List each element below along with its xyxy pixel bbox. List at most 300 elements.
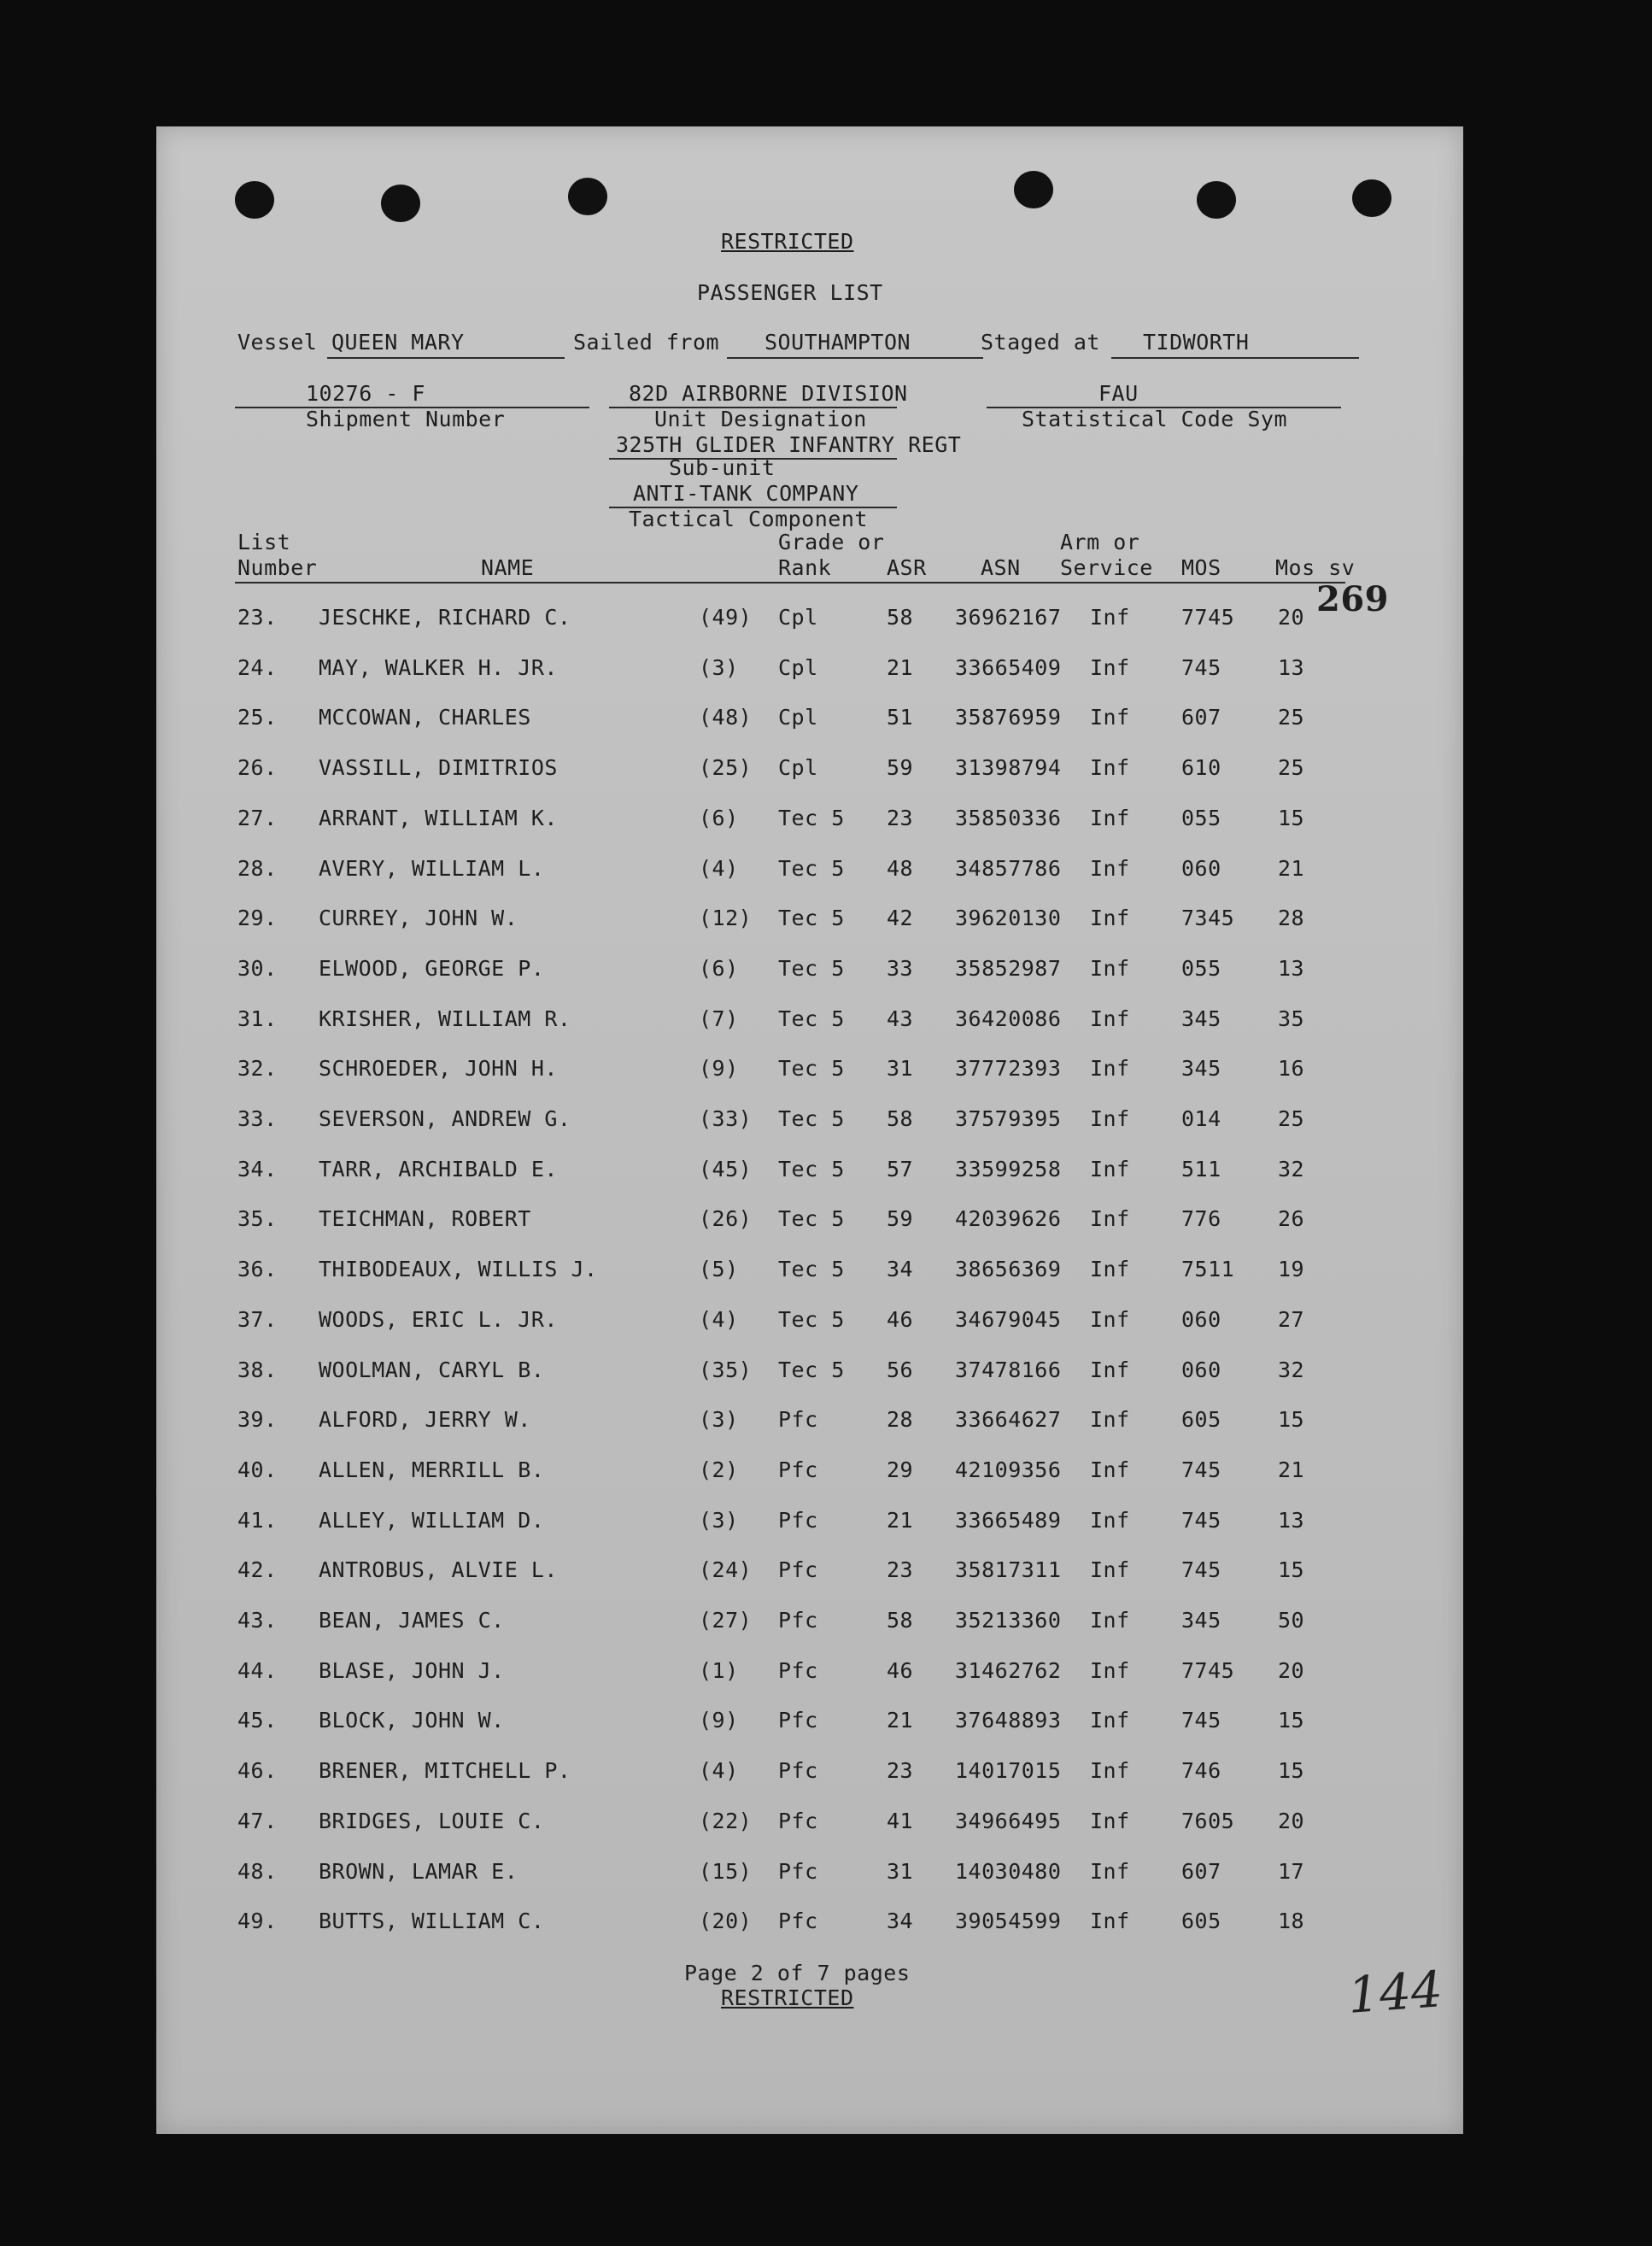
departure-code: (48) bbox=[699, 705, 753, 730]
sailed-from-value: SOUTHAMPTON bbox=[764, 330, 911, 355]
table-row bbox=[156, 1658, 1463, 1692]
row-number: 40. bbox=[237, 1457, 278, 1482]
table-row bbox=[156, 1106, 1463, 1141]
rank: Tec 5 bbox=[778, 1156, 845, 1182]
mos-code: 745 bbox=[1181, 654, 1221, 680]
departure-code: (6) bbox=[699, 805, 739, 830]
departure-code: (3) bbox=[699, 1407, 739, 1433]
asr-score: 46 bbox=[887, 1306, 914, 1332]
passenger-name: SCHROEDER, JOHN H. bbox=[319, 1056, 558, 1082]
passenger-name: TEICHMAN, ROBERT bbox=[319, 1206, 531, 1232]
mos-code: 055 bbox=[1181, 805, 1221, 830]
rank: Tec 5 bbox=[778, 805, 845, 830]
departure-code: (4) bbox=[699, 1306, 739, 1332]
rank: Pfc bbox=[778, 1557, 818, 1583]
row-number: 49. bbox=[237, 1909, 278, 1934]
table-row bbox=[156, 755, 1463, 789]
months-service: 15 bbox=[1278, 1708, 1305, 1733]
punch-hole bbox=[1014, 171, 1053, 208]
arm-service: Inf bbox=[1090, 1006, 1130, 1031]
months-service: 19 bbox=[1278, 1257, 1305, 1282]
asr-score: 21 bbox=[887, 1507, 914, 1533]
row-number: 44. bbox=[237, 1657, 278, 1683]
months-service: 27 bbox=[1278, 1306, 1305, 1332]
row-number: 45. bbox=[237, 1708, 278, 1733]
departure-code: (33) bbox=[699, 1106, 753, 1131]
rank: Pfc bbox=[778, 1507, 818, 1533]
mos-code: 060 bbox=[1181, 855, 1221, 881]
months-service: 25 bbox=[1278, 1106, 1305, 1131]
passenger-name: BUTTS, WILLIAM C. bbox=[319, 1909, 545, 1934]
months-service: 13 bbox=[1278, 1507, 1305, 1533]
arm-service: Inf bbox=[1090, 1758, 1130, 1784]
asr-score: 59 bbox=[887, 755, 914, 781]
row-number: 31. bbox=[237, 1006, 278, 1031]
table-row bbox=[156, 1206, 1463, 1240]
arm-service: Inf bbox=[1090, 906, 1130, 931]
mos-code: 746 bbox=[1181, 1758, 1221, 1784]
serial-number: 33599258 bbox=[955, 1156, 1062, 1182]
table-row bbox=[156, 1859, 1463, 1893]
asr-score: 23 bbox=[887, 1758, 914, 1784]
table-row bbox=[156, 956, 1463, 990]
departure-code: (24) bbox=[699, 1557, 753, 1583]
row-number: 29. bbox=[237, 906, 278, 931]
mos-code: 060 bbox=[1181, 1357, 1221, 1382]
departure-code: (4) bbox=[699, 855, 739, 881]
arm-service: Inf bbox=[1090, 1156, 1130, 1182]
shipment-number: 10276 - F bbox=[306, 381, 425, 406]
months-service: 15 bbox=[1278, 1557, 1305, 1583]
table-row bbox=[156, 705, 1463, 739]
rank: Tec 5 bbox=[778, 1206, 845, 1232]
punch-hole bbox=[568, 178, 607, 215]
asr-score: 57 bbox=[887, 1156, 914, 1182]
table-row bbox=[156, 1457, 1463, 1492]
handwritten-number: 144 bbox=[1345, 1960, 1444, 2025]
asr-score: 43 bbox=[887, 1006, 914, 1031]
departure-code: (45) bbox=[699, 1156, 753, 1182]
months-service: 28 bbox=[1278, 906, 1305, 931]
rank: Cpl bbox=[778, 755, 818, 781]
months-service: 32 bbox=[1278, 1156, 1305, 1182]
table-row bbox=[156, 1056, 1463, 1090]
rank: Pfc bbox=[778, 1808, 818, 1833]
punch-hole bbox=[1197, 181, 1236, 219]
passenger-name: VASSILL, DIMITRIOS bbox=[319, 755, 558, 781]
departure-code: (27) bbox=[699, 1608, 753, 1633]
rank: Cpl bbox=[778, 705, 818, 730]
serial-number: 33664627 bbox=[955, 1407, 1062, 1433]
table-row bbox=[156, 1809, 1463, 1843]
row-number: 46. bbox=[237, 1758, 278, 1784]
arm-service: Inf bbox=[1090, 1808, 1130, 1833]
serial-number: 33665409 bbox=[955, 654, 1062, 680]
rank: Pfc bbox=[778, 1657, 818, 1683]
rank: Pfc bbox=[778, 1457, 818, 1482]
serial-number: 42039626 bbox=[955, 1206, 1062, 1232]
stamped-page-number: 269 bbox=[1316, 579, 1389, 619]
departure-code: (2) bbox=[699, 1457, 739, 1482]
table-row bbox=[156, 1407, 1463, 1441]
arm-service: Inf bbox=[1090, 755, 1130, 781]
asr-score: 58 bbox=[887, 1608, 914, 1633]
passenger-name: SEVERSON, ANDREW G. bbox=[319, 1106, 571, 1131]
sailed-from-label: Sailed from bbox=[573, 330, 720, 355]
passenger-name: BLOCK, JOHN W. bbox=[319, 1708, 505, 1733]
months-service: 18 bbox=[1278, 1909, 1305, 1934]
row-number: 28. bbox=[237, 855, 278, 881]
serial-number: 31398794 bbox=[955, 755, 1062, 781]
serial-number: 42109356 bbox=[955, 1457, 1062, 1482]
column-header-asn: ASN bbox=[981, 555, 1021, 580]
serial-number: 35876959 bbox=[955, 705, 1062, 730]
statistical-code-value: FAU bbox=[1098, 381, 1139, 406]
departure-code: (3) bbox=[699, 1507, 739, 1533]
arm-service: Inf bbox=[1090, 1557, 1130, 1583]
departure-code: (9) bbox=[699, 1056, 739, 1082]
mos-code: 745 bbox=[1181, 1557, 1221, 1583]
arm-service: Inf bbox=[1090, 1858, 1130, 1884]
serial-number: 31462762 bbox=[955, 1657, 1062, 1683]
asr-score: 33 bbox=[887, 955, 914, 981]
passenger-name: AVERY, WILLIAM L. bbox=[319, 855, 545, 881]
row-number: 32. bbox=[237, 1056, 278, 1082]
mos-code: 607 bbox=[1181, 1858, 1221, 1884]
table-row bbox=[156, 655, 1463, 689]
asr-score: 56 bbox=[887, 1357, 914, 1382]
months-service: 15 bbox=[1278, 1407, 1305, 1433]
restricted-bottom-label: RESTRICTED bbox=[721, 1985, 854, 2010]
passenger-name: TARR, ARCHIBALD E. bbox=[319, 1156, 558, 1182]
row-number: 48. bbox=[237, 1858, 278, 1884]
serial-number: 35850336 bbox=[955, 805, 1062, 830]
serial-number: 35817311 bbox=[955, 1557, 1062, 1583]
passenger-name: BEAN, JAMES C. bbox=[319, 1608, 505, 1633]
column-header-name: NAME bbox=[481, 555, 535, 580]
asr-score: 29 bbox=[887, 1457, 914, 1482]
row-number: 43. bbox=[237, 1608, 278, 1633]
table-row bbox=[156, 1157, 1463, 1191]
departure-code: (20) bbox=[699, 1909, 753, 1934]
serial-number: 37772393 bbox=[955, 1056, 1062, 1082]
months-service: 20 bbox=[1278, 1657, 1305, 1683]
table-row bbox=[156, 906, 1463, 940]
mos-code: 511 bbox=[1181, 1156, 1221, 1182]
departure-code: (4) bbox=[699, 1758, 739, 1784]
table-row bbox=[156, 605, 1463, 639]
tactical-component-label: Tactical Component bbox=[629, 507, 868, 531]
departure-code: (1) bbox=[699, 1657, 739, 1683]
column-header-list-1: List bbox=[237, 530, 291, 554]
mos-code: 607 bbox=[1181, 705, 1221, 730]
serial-number: 34679045 bbox=[955, 1306, 1062, 1332]
asr-score: 31 bbox=[887, 1056, 914, 1082]
restricted-top-label: RESTRICTED bbox=[721, 229, 854, 254]
rank: Tec 5 bbox=[778, 955, 845, 981]
mos-code: 605 bbox=[1181, 1909, 1221, 1934]
row-number: 27. bbox=[237, 805, 278, 830]
table-row bbox=[156, 1508, 1463, 1542]
mos-code: 7345 bbox=[1181, 906, 1235, 931]
months-service: 25 bbox=[1278, 755, 1305, 781]
asr-score: 28 bbox=[887, 1407, 914, 1433]
table-row bbox=[156, 1006, 1463, 1041]
months-service: 26 bbox=[1278, 1206, 1305, 1232]
mos-code: 7511 bbox=[1181, 1257, 1235, 1282]
column-header-mos-sv: Mos sv bbox=[1275, 555, 1356, 580]
mos-code: 610 bbox=[1181, 755, 1221, 781]
mos-code: 7745 bbox=[1181, 1657, 1235, 1683]
passenger-name: ALLEN, MERRILL B. bbox=[319, 1457, 545, 1482]
passenger-name: ELWOOD, GEORGE P. bbox=[319, 955, 545, 981]
rank: Tec 5 bbox=[778, 1056, 845, 1082]
departure-code: (5) bbox=[699, 1257, 739, 1282]
months-service: 13 bbox=[1278, 955, 1305, 981]
arm-service: Inf bbox=[1090, 1206, 1130, 1232]
passenger-name: JESCHKE, RICHARD C. bbox=[319, 605, 571, 630]
passenger-name: MCCOWAN, CHARLES bbox=[319, 705, 531, 730]
asr-score: 46 bbox=[887, 1657, 914, 1683]
mos-code: 776 bbox=[1181, 1206, 1221, 1232]
arm-service: Inf bbox=[1090, 1407, 1130, 1433]
asr-score: 58 bbox=[887, 605, 914, 630]
page-indicator: Page 2 of 7 pages bbox=[684, 1961, 911, 1985]
mos-code: 745 bbox=[1181, 1507, 1221, 1533]
months-service: 17 bbox=[1278, 1858, 1305, 1884]
months-service: 25 bbox=[1278, 705, 1305, 730]
serial-number: 39620130 bbox=[955, 906, 1062, 931]
passenger-name: BRENER, MITCHELL P. bbox=[319, 1758, 571, 1784]
passenger-name: MAY, WALKER H. JR. bbox=[319, 654, 558, 680]
serial-number: 37579395 bbox=[955, 1106, 1062, 1131]
asr-score: 34 bbox=[887, 1257, 914, 1282]
punch-hole bbox=[235, 181, 274, 219]
staged-at-value: TIDWORTH bbox=[1143, 330, 1250, 355]
months-service: 13 bbox=[1278, 654, 1305, 680]
passenger-name: BRIDGES, LOUIE C. bbox=[319, 1808, 545, 1833]
unit-designation-label: Unit Designation bbox=[654, 407, 867, 431]
subunit-value: 325TH GLIDER INFANTRY REGT bbox=[616, 432, 962, 457]
departure-code: (26) bbox=[699, 1206, 753, 1232]
rank: Pfc bbox=[778, 1608, 818, 1633]
serial-number: 36420086 bbox=[955, 1006, 1062, 1031]
departure-code: (9) bbox=[699, 1708, 739, 1733]
table-row bbox=[156, 1358, 1463, 1392]
months-service: 21 bbox=[1278, 855, 1305, 881]
serial-number: 35852987 bbox=[955, 955, 1062, 981]
row-number: 42. bbox=[237, 1557, 278, 1583]
row-number: 30. bbox=[237, 955, 278, 981]
shipment-number-label: Shipment Number bbox=[306, 407, 506, 431]
arm-service: Inf bbox=[1090, 1608, 1130, 1633]
serial-number: 35213360 bbox=[955, 1608, 1062, 1633]
arm-service: Inf bbox=[1090, 855, 1130, 881]
departure-code: (15) bbox=[699, 1858, 753, 1884]
arm-service: Inf bbox=[1090, 605, 1130, 630]
table-row bbox=[156, 1307, 1463, 1341]
arm-service: Inf bbox=[1090, 1909, 1130, 1934]
mos-code: 745 bbox=[1181, 1708, 1221, 1733]
months-service: 20 bbox=[1278, 1808, 1305, 1833]
serial-number: 37478166 bbox=[955, 1357, 1062, 1382]
row-number: 24. bbox=[237, 654, 278, 680]
row-number: 41. bbox=[237, 1507, 278, 1533]
passenger-name: CURREY, JOHN W. bbox=[319, 906, 518, 931]
serial-number: 34966495 bbox=[955, 1808, 1062, 1833]
arm-service: Inf bbox=[1090, 805, 1130, 830]
sailed-from-underline bbox=[727, 357, 983, 359]
passenger-name: WOODS, ERIC L. JR. bbox=[319, 1306, 558, 1332]
punch-hole bbox=[1352, 179, 1391, 217]
asr-score: 59 bbox=[887, 1206, 914, 1232]
serial-number: 14030480 bbox=[955, 1858, 1062, 1884]
vessel-value: QUEEN MARY bbox=[331, 330, 465, 355]
document-title: PASSENGER LIST bbox=[697, 280, 883, 305]
column-header-grade-2: Rank bbox=[778, 555, 832, 580]
departure-code: (35) bbox=[699, 1357, 753, 1382]
arm-service: Inf bbox=[1090, 705, 1130, 730]
table-row bbox=[156, 1257, 1463, 1291]
table-row bbox=[156, 1758, 1463, 1792]
row-number: 47. bbox=[237, 1808, 278, 1833]
asr-score: 42 bbox=[887, 906, 914, 931]
row-number: 35. bbox=[237, 1206, 278, 1232]
rank: Tec 5 bbox=[778, 906, 845, 931]
asr-score: 23 bbox=[887, 805, 914, 830]
arm-service: Inf bbox=[1090, 1106, 1130, 1131]
row-number: 38. bbox=[237, 1357, 278, 1382]
rank: Pfc bbox=[778, 1858, 818, 1884]
months-service: 32 bbox=[1278, 1357, 1305, 1382]
serial-number: 37648893 bbox=[955, 1708, 1062, 1733]
table-row bbox=[156, 1909, 1463, 1943]
mos-code: 7745 bbox=[1181, 605, 1235, 630]
table-row bbox=[156, 1557, 1463, 1592]
asr-score: 58 bbox=[887, 1106, 914, 1131]
mos-code: 055 bbox=[1181, 955, 1221, 981]
mos-code: 060 bbox=[1181, 1306, 1221, 1332]
mos-code: 345 bbox=[1181, 1006, 1221, 1031]
months-service: 16 bbox=[1278, 1056, 1305, 1082]
asr-score: 21 bbox=[887, 654, 914, 680]
serial-number: 34857786 bbox=[955, 855, 1062, 881]
serial-number: 39054599 bbox=[955, 1909, 1062, 1934]
statistical-code-label: Statistical Code Sym bbox=[1022, 407, 1288, 431]
rank: Tec 5 bbox=[778, 1306, 845, 1332]
vessel-underline bbox=[327, 357, 565, 359]
table-row bbox=[156, 806, 1463, 840]
row-number: 33. bbox=[237, 1106, 278, 1131]
passenger-name: BLASE, JOHN J. bbox=[319, 1657, 505, 1683]
arm-service: Inf bbox=[1090, 1657, 1130, 1683]
mos-code: 345 bbox=[1181, 1056, 1221, 1082]
asr-score: 34 bbox=[887, 1909, 914, 1934]
months-service: 21 bbox=[1278, 1457, 1305, 1482]
asr-score: 21 bbox=[887, 1708, 914, 1733]
column-header-rule bbox=[235, 582, 1345, 583]
arm-service: Inf bbox=[1090, 654, 1130, 680]
months-service: 35 bbox=[1278, 1006, 1305, 1031]
serial-number: 38656369 bbox=[955, 1257, 1062, 1282]
vessel-label: Vessel bbox=[237, 330, 318, 355]
departure-code: (49) bbox=[699, 605, 753, 630]
row-number: 26. bbox=[237, 755, 278, 781]
asr-score: 48 bbox=[887, 855, 914, 881]
mos-code: 745 bbox=[1181, 1457, 1221, 1482]
passenger-name: ALLEY, WILLIAM D. bbox=[319, 1507, 545, 1533]
serial-number: 36962167 bbox=[955, 605, 1062, 630]
rank: Pfc bbox=[778, 1407, 818, 1433]
staged-at-underline bbox=[1111, 357, 1359, 359]
column-header-grade-1: Grade or bbox=[778, 530, 885, 554]
rank: Tec 5 bbox=[778, 1006, 845, 1031]
asr-score: 41 bbox=[887, 1808, 914, 1833]
mos-code: 7605 bbox=[1181, 1808, 1235, 1833]
passenger-name: ALFORD, JERRY W. bbox=[319, 1407, 531, 1433]
departure-code: (3) bbox=[699, 654, 739, 680]
arm-service: Inf bbox=[1090, 1507, 1130, 1533]
asr-score: 51 bbox=[887, 705, 914, 730]
subunit-label: Sub-unit bbox=[669, 455, 776, 480]
rank: Cpl bbox=[778, 605, 818, 630]
row-number: 37. bbox=[237, 1306, 278, 1332]
rank: Cpl bbox=[778, 654, 818, 680]
rank: Tec 5 bbox=[778, 1357, 845, 1382]
departure-code: (12) bbox=[699, 906, 753, 931]
row-number: 34. bbox=[237, 1156, 278, 1182]
arm-service: Inf bbox=[1090, 1056, 1130, 1082]
serial-number: 14017015 bbox=[955, 1758, 1062, 1784]
table-row bbox=[156, 1708, 1463, 1742]
asr-score: 23 bbox=[887, 1557, 914, 1583]
punch-hole bbox=[381, 185, 420, 222]
rank: Tec 5 bbox=[778, 855, 845, 881]
months-service: 15 bbox=[1278, 805, 1305, 830]
row-number: 36. bbox=[237, 1257, 278, 1282]
rank: Tec 5 bbox=[778, 1257, 845, 1282]
column-header-list-2: Number bbox=[237, 555, 318, 580]
row-number: 25. bbox=[237, 705, 278, 730]
months-service: 15 bbox=[1278, 1758, 1305, 1784]
departure-code: (6) bbox=[699, 955, 739, 981]
row-number: 23. bbox=[237, 605, 278, 630]
passenger-name: BROWN, LAMAR E. bbox=[319, 1858, 518, 1884]
passenger-name: WOOLMAN, CARYL B. bbox=[319, 1357, 545, 1382]
staged-at-label: Staged at bbox=[981, 330, 1100, 355]
departure-code: (22) bbox=[699, 1808, 753, 1833]
passenger-name: THIBODEAUX, WILLIS J. bbox=[319, 1257, 598, 1282]
rank: Pfc bbox=[778, 1758, 818, 1784]
arm-service: Inf bbox=[1090, 1357, 1130, 1382]
rank: Pfc bbox=[778, 1708, 818, 1733]
unit-designation: 82D AIRBORNE DIVISION bbox=[629, 381, 908, 406]
arm-service: Inf bbox=[1090, 1708, 1130, 1733]
column-header-arm-1: Arm or bbox=[1060, 530, 1140, 554]
arm-service: Inf bbox=[1090, 1457, 1130, 1482]
asr-score: 31 bbox=[887, 1858, 914, 1884]
document-page bbox=[156, 126, 1463, 2134]
mos-code: 345 bbox=[1181, 1608, 1221, 1633]
passenger-name: KRISHER, WILLIAM R. bbox=[319, 1006, 571, 1031]
rank: Pfc bbox=[778, 1909, 818, 1934]
row-number: 39. bbox=[237, 1407, 278, 1433]
passenger-name: ANTROBUS, ALVIE L. bbox=[319, 1557, 558, 1583]
departure-code: (25) bbox=[699, 755, 753, 781]
column-header-asr: ASR bbox=[887, 555, 927, 580]
column-header-arm-2: Service bbox=[1060, 555, 1153, 580]
table-row bbox=[156, 1608, 1463, 1642]
